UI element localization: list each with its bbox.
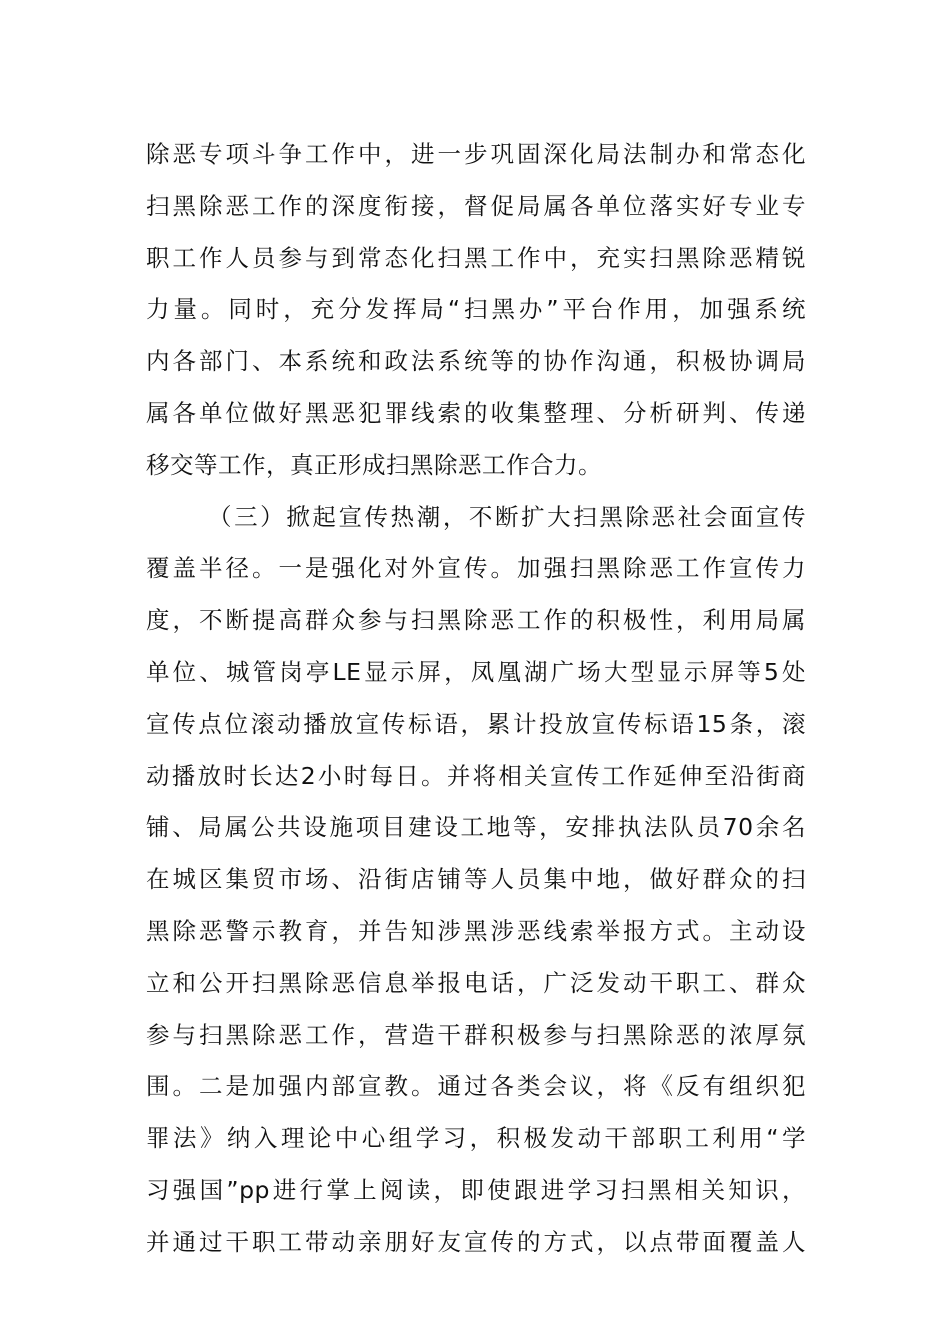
text-line: 力量。同时，充分发挥局“扫黑办”平台作用，加强系统 bbox=[146, 295, 806, 324]
text-line: 覆盖半径。一是强化对外宣传。加强扫黑除恶工作宣传力 bbox=[146, 554, 806, 583]
text-line: 罪法》纳入理论中心组学习，积极发动干部职工利用“学 bbox=[146, 1124, 806, 1153]
text-line: （三）掀起宣传热潮，不断扩大扫黑除恶社会面宣传 bbox=[208, 502, 806, 531]
text-line: 扫黑除恶工作的深度衔接，督促局属各单位落实好专业专 bbox=[146, 191, 806, 220]
body-text bbox=[146, 129, 806, 1269]
text-line: 职工作人员参与到常态化扫黑工作中，充实扫黑除恶精锐 bbox=[146, 243, 806, 272]
text-line: 立和公开扫黑除恶信息举报电话，广泛发动干职工、群众 bbox=[146, 968, 806, 997]
text-line: 移交等工作，真正形成扫黑除恶工作合力。 bbox=[146, 450, 602, 479]
text-line: 铺、局属公共设施项目建设工地等，安排执法队员70余名 bbox=[146, 813, 806, 842]
text-line: 参与扫黑除恶工作，营造干群积极参与扫黑除恶的浓厚氛 bbox=[146, 1020, 806, 1049]
text-line: 围。二是加强内部宣教。通过各类会议，将《反有组织犯 bbox=[146, 1072, 806, 1101]
text-line: 度，不断提高群众参与扫黑除恶工作的积极性，利用局属 bbox=[146, 606, 806, 635]
text-line: 单位、城管岗亭LE显示屏，凤凰湖广场大型显示屏等5处 bbox=[146, 657, 806, 686]
paragraph-2 bbox=[146, 492, 806, 1269]
text-line: 宣传点位滚动播放宣传标语，累计投放宣传标语15条，滚 bbox=[146, 709, 806, 738]
text-line: 动播放时长达2小时每日。并将相关宣传工作延伸至沿街商 bbox=[146, 761, 806, 790]
text-line: 属各单位做好黑恶犯罪线索的收集整理、分析研判、传递 bbox=[146, 398, 806, 427]
text-line: 在城区集贸市场、沿街店铺等人员集中地，做好群众的扫 bbox=[146, 865, 806, 894]
paragraph-1 bbox=[146, 129, 806, 492]
text-line: 黑除恶警示教育，并告知涉黑涉恶线索举报方式。主动设 bbox=[146, 916, 806, 945]
text-line: 习强国”pp进行掌上阅读，即使跟进学习扫黑相关知识， bbox=[146, 1175, 806, 1204]
text-line: 除恶专项斗争工作中，进一步巩固深化局法制办和常态化 bbox=[146, 140, 806, 168]
text-line: 内各部门、本系统和政法系统等的协作沟通，积极协调局 bbox=[146, 347, 806, 376]
text-line: 并通过干职工带动亲朋好友宣传的方式，以点带面覆盖人 bbox=[146, 1227, 806, 1256]
